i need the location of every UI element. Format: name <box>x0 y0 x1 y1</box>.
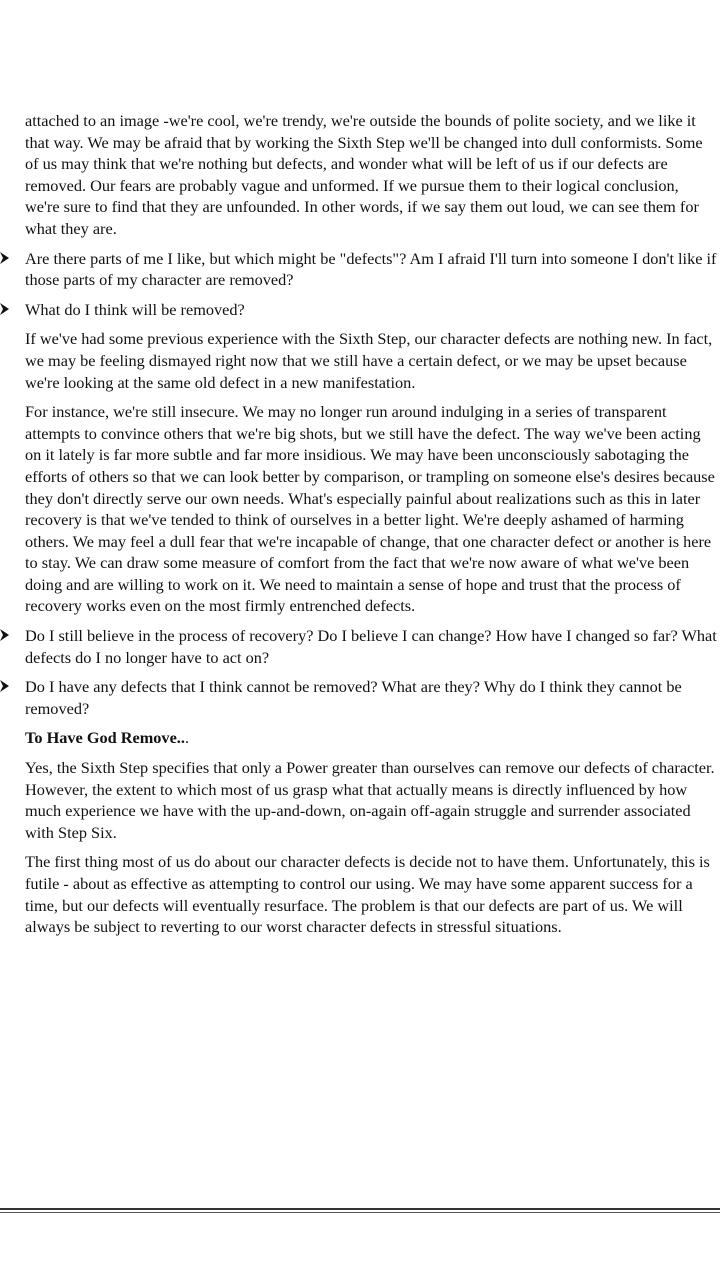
bullet-question <box>25 676 717 719</box>
section-heading-tail: . <box>184 728 190 748</box>
section-heading <box>25 727 717 749</box>
paragraph: attached to an image -we're cool, we're trendy, we're outside the bounds of polite society, and we like it that way. We may be afraid that by working the Sixth Step we'll be changed into dull conformists. Some of us may think that we're nothing but defects, and wonder what will be left of us if our defects are removed. Our fears are probably vague and unformed. If we pursue them to their logical conclusion, we're sure to find that they are unfounded. In other words, if we say them out loud, we can see them for what they are. <box>25 111 703 238</box>
bullet-text: Do I still believe in the process of recovery? Do I believe I can change? How have I changed so far? What defects do I no longer have to act on? <box>25 626 717 667</box>
footer-divider-thin <box>0 1212 720 1213</box>
bullet-question <box>25 299 717 321</box>
bullet-question <box>25 248 717 291</box>
bullet-text: What do I think will be removed? <box>25 299 245 319</box>
document-body <box>25 110 717 946</box>
bullet-text: Are there parts of me I like, but which might be "defects"? Am I afraid I'll turn into someone I don't like if those parts of my character are removed? <box>25 248 717 290</box>
arrowhead-bullet-icon <box>0 302 10 316</box>
paragraph: For instance, we're still insecure. We may no longer run around indulging in a series of transparent attempts to convince others that we're big shots, but we still have the defect. The way we've been acting on it lately is far more subtle and far more insidious. We may have been unconsciously sabotaging the efforts of others so that we can look better by comparison, or trampling on someone else's desires because they don't directly serve our own needs. What's especially painful about realizations such as this in later recovery is that we've tended to think of ourselves in a better light. We're deeply ashamed of harming others. We may feel a dull fear that we're incapable of change, that one character defect or another is here to stay. We can draw some measure of comfort from the fact that we're now aware of what we've been doing and are willing to work on it. We need to maintain a sense of hope and trust that the process of recovery works even on the most firmly entrenched defects. <box>25 402 715 616</box>
arrowhead-bullet-icon <box>0 628 10 642</box>
arrowhead-bullet-icon <box>0 679 10 693</box>
arrowhead-bullet-icon <box>0 251 10 265</box>
bullet-question <box>25 625 717 668</box>
footer-divider <box>0 1208 720 1210</box>
bullet-text: Do I have any defects that I think cannot be removed? What are they? Why do I think they cannot be removed? <box>25 677 682 718</box>
paragraph: If we've had some previous experience with the Sixth Step, our character defects are nothing new. In fact, we may be feeling dismayed right now that we still have a certain defect, or we may be upset because we're looking at the same old defect in a new manifestation. <box>25 329 713 392</box>
paragraph: Yes, the Sixth Step specifies that only a Power greater than ourselves can remove our defects of character. However, the extent to which most of us grasp what that actually means is directly influenced by how much experience we have with the up-and-down, on-again off-again struggle and surrender associated with Step Six. <box>25 758 715 842</box>
section-heading-bold: To Have God Remove.. <box>25 728 185 748</box>
paragraph: The first thing most of us do about our character defects is decide not to have them. Unfortunately, this is futile - about as effective as attempting to control our using. We may have some apparent success for a time, but our defects will eventually resurface. The problem is that our defects are part of us. We will always be subject to reverting to our worst character defects in stressful situations. <box>25 852 710 937</box>
